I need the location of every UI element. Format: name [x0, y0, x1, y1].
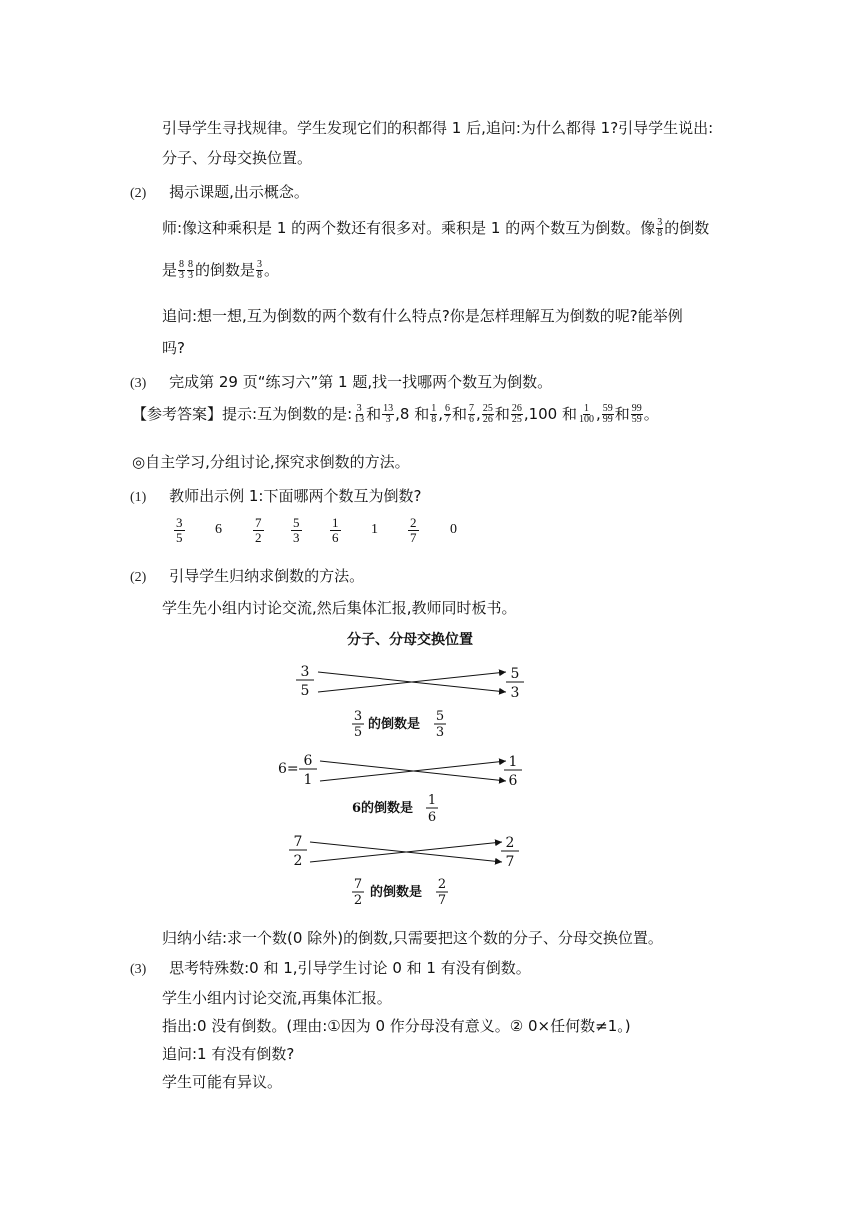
caption-numerator: 7 — [353, 877, 363, 892]
left-numerator: 3 — [300, 664, 310, 680]
caption-denominator: 2 — [353, 893, 363, 908]
step-number: (1) — [130, 490, 147, 505]
diagram-group-3 — [289, 834, 519, 908]
fraction: $\frac{13}{3}$ — [383, 403, 394, 425]
paragraph-line — [162, 218, 709, 239]
text-run: , — [438, 405, 444, 423]
fraction: $\frac{7}{6}$ — [469, 403, 475, 425]
paragraph-line — [162, 260, 279, 281]
left-numerator: 7 — [293, 834, 303, 850]
left-prefix: 6= — [278, 761, 299, 777]
paragraph-line: 引导学生寻找规律。学生发现它们的积都得 1 后,追问:为什么都得 1?引导学生说出: — [162, 119, 714, 137]
paragraph-line: 分子、分母交换位置。 — [162, 149, 313, 167]
left-denominator: 2 — [293, 853, 303, 869]
caption-denominator: 6 — [427, 810, 437, 825]
paragraph-line: 追问:1 有没有倒数? — [162, 1045, 295, 1063]
paragraph-line: 指出:0 没有倒数。(理由:①因为 0 作分母没有意义。② 0×任何数≠1。) — [162, 1017, 631, 1035]
fraction: $\frac{59}{99}$ — [602, 403, 613, 425]
caption-denominator: 7 — [437, 893, 447, 908]
right-numerator: 1 — [508, 754, 518, 770]
paragraph-line: 学生先小组内讨论交流,然后集体汇报,教师同时板书。 — [162, 599, 517, 617]
paragraph-line: 学生小组内讨论交流,再集体汇报。 — [162, 989, 392, 1007]
reciprocal-diagram — [270, 628, 530, 908]
step-item — [130, 566, 364, 588]
diagram-title: 分子、分母交换位置 — [347, 632, 473, 648]
paragraph-line: 追问:想一想,互为倒数的两个数有什么特点?你是怎样理解互为倒数的呢?能举例 — [162, 307, 683, 325]
paragraph-line: 吗? — [162, 339, 185, 357]
text-run: 。 — [264, 261, 280, 279]
caption-numerator: 3 — [353, 709, 363, 724]
right-denominator: 6 — [508, 773, 518, 789]
caption-numerator: 2 — [437, 877, 447, 892]
fraction: $\frac{99}{59}$ — [631, 403, 642, 425]
diagram-group-1 — [296, 664, 524, 740]
fraction: $\frac{8}{3}$ — [179, 259, 185, 281]
step-number: (2) — [130, 570, 147, 585]
step-item — [130, 372, 552, 394]
text-run: 。 — [643, 405, 659, 423]
text-run: , — [596, 405, 601, 423]
step-text: 完成第 29 页“练习六”第 1 题,找一找哪两个数互为倒数。 — [169, 373, 553, 391]
text-run: 和 — [366, 405, 382, 423]
summary-line: 归纳小结:求一个数(0 除外)的倒数,只需要把这个数的分子、分母交换位置。 — [162, 929, 663, 947]
caption-text: 的倒数是 — [370, 885, 423, 900]
left-denominator: 1 — [303, 772, 313, 788]
right-numerator: 2 — [505, 835, 515, 851]
text-run: , — [476, 405, 481, 423]
step-item — [130, 182, 309, 204]
step-text: 引导学生归纳求倒数的方法。 — [169, 567, 365, 585]
example-number: $\frac{5}{3}$ — [293, 515, 300, 545]
fraction: $\frac{1}{8}$ — [431, 403, 437, 425]
fraction: $\frac{3}{8}$ — [657, 217, 663, 239]
fraction: $\frac{3}{8}$ — [257, 259, 263, 281]
example-number: 6 — [215, 522, 222, 537]
right-denominator: 7 — [505, 854, 515, 870]
example-number: $\frac{2}{7}$ — [410, 515, 417, 545]
text-run: 的倒数是 — [195, 261, 256, 279]
fraction: $\frac{3}{13}$ — [354, 403, 365, 425]
fraction: $\frac{26}{25}$ — [511, 403, 522, 425]
caption-denominator: 3 — [435, 725, 445, 740]
answer-label: 【参考答案】 — [132, 405, 223, 423]
text-run: ,8 和 — [395, 405, 430, 423]
step-number: (2) — [130, 186, 147, 201]
example-number: 0 — [450, 522, 457, 537]
text-run: 和 — [614, 405, 630, 423]
caption-text: 6的倒数是 — [352, 801, 414, 816]
caption-denominator: 5 — [353, 725, 363, 740]
text-run: 的倒数 — [664, 219, 710, 237]
text-run: 是 — [162, 261, 178, 279]
text-run: 提示:互为倒数的是: — [222, 405, 353, 423]
caption-numerator: 1 — [427, 793, 437, 808]
left-numerator: 6 — [303, 753, 313, 769]
example-number: $\frac{1}{6}$ — [332, 515, 339, 545]
caption-numerator: 5 — [435, 709, 445, 724]
example-number: 1 — [371, 522, 378, 537]
text-run: 师:像这种乘积是 1 的两个数还有很多对。乘积是 1 的两个数互为倒数。像 — [162, 219, 656, 237]
left-denominator: 5 — [300, 683, 310, 699]
paragraph-line: 学生可能有异议。 — [162, 1073, 283, 1091]
step-number: (3) — [130, 376, 147, 391]
text-run: ,100 和 — [523, 405, 577, 423]
reference-answer — [132, 404, 659, 425]
step-text: 思考特殊数:0 和 1,引导学生讨论 0 和 1 有没有倒数。 — [169, 959, 531, 977]
fraction: $\frac{8}{3}$ — [188, 259, 194, 281]
example-number: $\frac{3}{5}$ — [176, 515, 183, 545]
section-heading: ◎自主学习,分组讨论,探究求倒数的方法。 — [132, 453, 410, 471]
caption-text: 的倒数是 — [368, 717, 421, 732]
step-item — [130, 486, 421, 508]
fraction: $\frac{6}{7}$ — [445, 403, 451, 425]
text-run: 和 — [494, 405, 510, 423]
text-run: 和 — [452, 405, 468, 423]
right-denominator: 3 — [510, 685, 520, 701]
example-number: $\frac{7}{2}$ — [255, 515, 262, 545]
fraction: $\frac{1}{100}$ — [579, 403, 594, 425]
fraction: $\frac{25}{26}$ — [482, 403, 493, 425]
step-text: 揭示课题,出示概念。 — [169, 183, 309, 201]
right-numerator: 5 — [510, 666, 520, 682]
step-item — [130, 958, 531, 980]
step-text: 教师出示例 1:下面哪两个数互为倒数? — [169, 487, 422, 505]
step-number: (3) — [130, 962, 147, 977]
diagram-group-2 — [278, 753, 522, 825]
